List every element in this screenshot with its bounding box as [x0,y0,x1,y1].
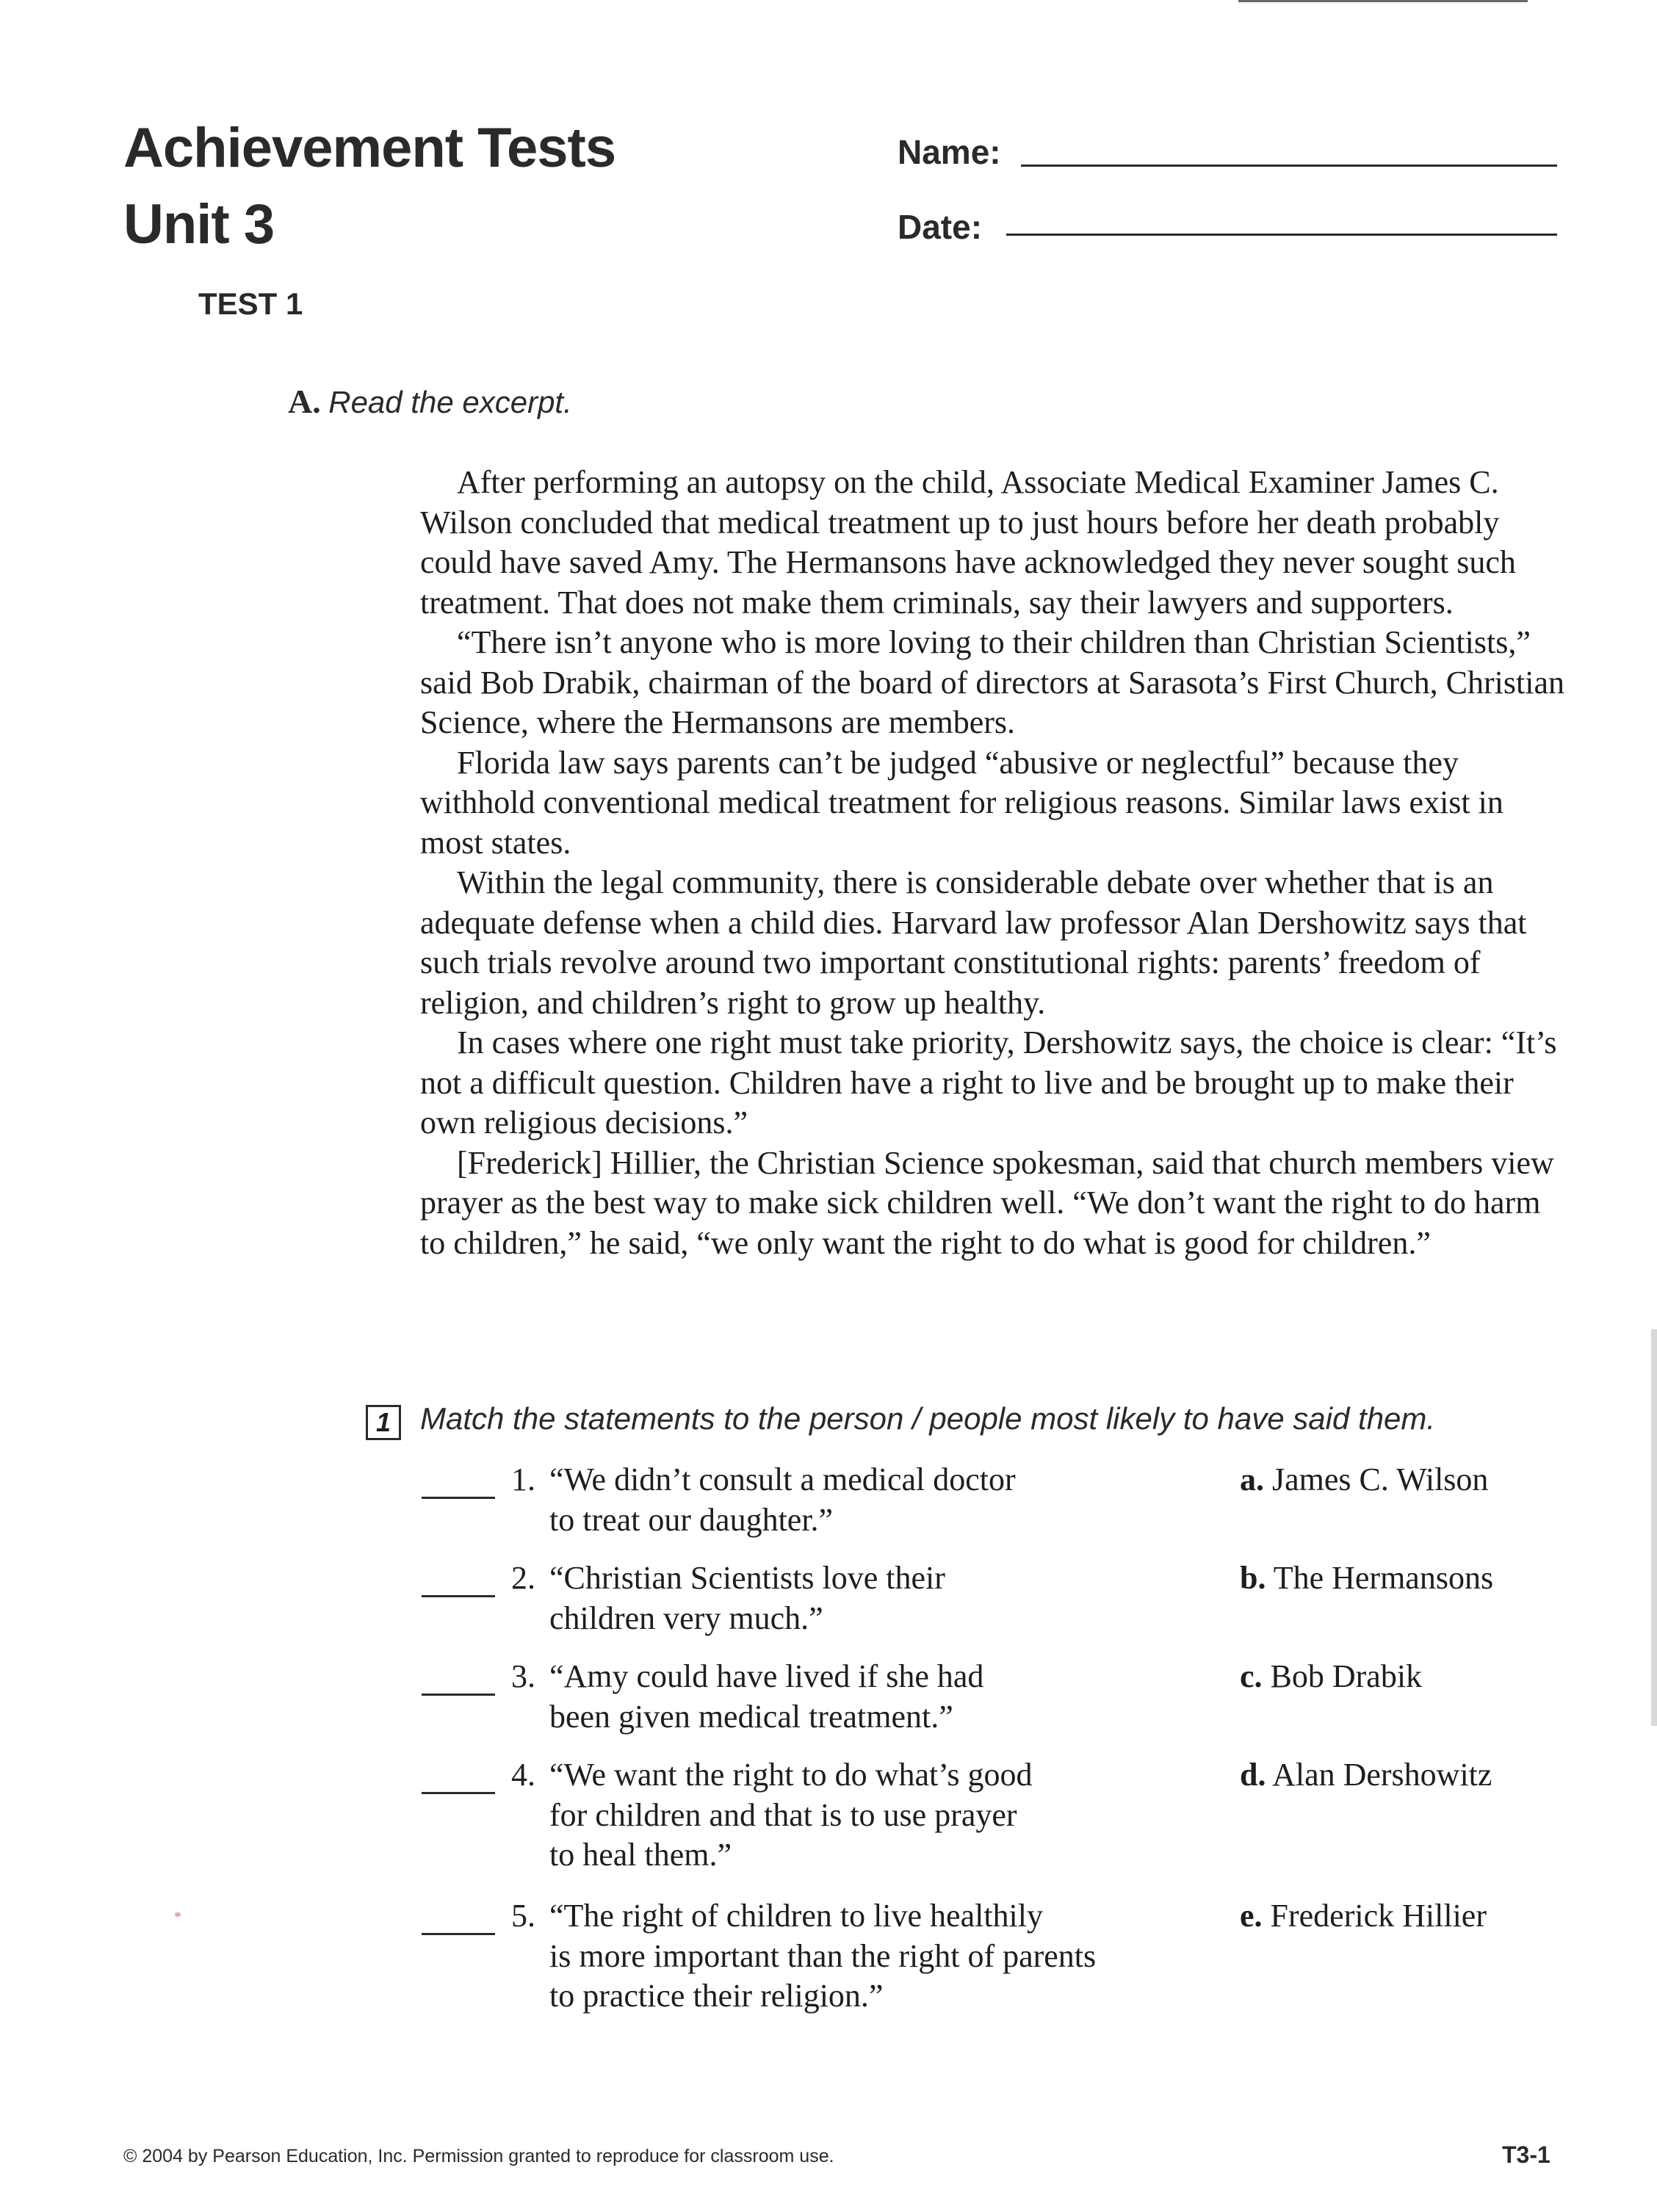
statement-number: 1. [511,1461,535,1497]
scan-edge-shadow [1651,1329,1657,1726]
option-name: Alan Dershowitz [1272,1757,1492,1793]
page-title [123,110,615,263]
statement-text: “We want the right to do what’s good [549,1757,1033,1793]
page-number: T3-1 [1502,2141,1550,2168]
statement-number: 3. [511,1658,535,1694]
section-a-instruction: Read the excerpt. [328,385,572,419]
statement-text: been given medical treatment.” [549,1698,953,1735]
date-field[interactable] [1006,234,1557,236]
answer-blank[interactable] [422,1497,495,1499]
statement-number: 5. [511,1898,535,1934]
statement-text: “The right of children to live healthily [549,1898,1044,1934]
option-name: Bob Drabik [1270,1658,1423,1694]
option-letter: a. [1240,1461,1264,1497]
statement-number: 2. [511,1560,535,1596]
answer-option [1240,1755,1492,1796]
statement-text: children very much.” [549,1600,823,1636]
name-label: Name: [898,133,1001,171]
statement-item [511,1460,1016,1540]
answer-blank[interactable] [422,1595,495,1597]
option-letter: d. [1240,1757,1266,1793]
statement-text: to practice their religion.” [549,1978,884,2014]
section-a-heading [288,382,572,421]
statement-item [511,1896,1096,2017]
statement-text: “Amy could have lived if she had [549,1658,984,1694]
statement-number: 4. [511,1757,535,1793]
excerpt-paragraph: [Frederick] Hillier, the Christian Science spokesman, said that church members view prayer as the best way to make sick children well. “We don’t want the right to do harm to children,” he said, “we only want the right to do what is good for children.” [420,1144,1554,1261]
answer-option [1240,1657,1422,1697]
statement-item [511,1755,1033,1876]
top-rule [1238,0,1528,2]
copyright-footer: © 2004 by Pearson Education, Inc. Permission granted to reproduce for classroom use. [123,2146,834,2166]
answer-blank[interactable] [422,1792,495,1794]
excerpt-paragraph: Florida law says parents can’t be judged “abusive or neglectful” because they withhold conventional medical treatment for religious reasons. Similar laws exist in most states. [420,744,1503,861]
statement-text: for children and that is to use prayer [549,1796,1017,1833]
answer-blank[interactable] [422,1933,495,1935]
option-name: James C. Wilson [1272,1461,1489,1497]
excerpt-paragraph: “There isn’t anyone who is more loving to their children than Christian Scientists,” said Bob Drabik, chairman of the board of directors at Sarasota’s First Church, Christian Science, where the Hermansons are members. [420,624,1564,740]
statement-item [511,1558,945,1638]
title-line-1: Achievement Tests [123,117,616,179]
statement-item [511,1657,983,1737]
statement-text: is more important than the right of parents [549,1937,1097,1974]
option-letter: c. [1240,1658,1263,1694]
answer-option [1240,1896,1487,1937]
answer-blank[interactable] [422,1694,495,1696]
name-field[interactable] [1021,165,1557,167]
excerpt [420,463,1566,1263]
question-number-box: 1 [366,1405,401,1440]
excerpt-paragraph: After performing an autopsy on the child, Associate Medical Examiner James C. Wilson concluded that medical treatment up to just hours before her death probably could have saved Amy. The Hermansons have acknowledged they never sought such treatment. That does not make them criminals, say their lawyers and supporters. [420,464,1516,621]
option-name: The Hermansons [1273,1560,1494,1596]
test-label: TEST 1 [198,286,303,321]
answer-option [1240,1558,1493,1599]
option-name: Frederick Hillier [1270,1898,1487,1934]
section-a-letter: A. [288,383,321,420]
statement-text: “We didn’t consult a medical doctor [549,1461,1016,1497]
statement-text: to heal them.” [549,1837,732,1873]
statement-text: to treat our daughter.” [549,1501,834,1538]
date-label: Date: [898,208,983,246]
ink-speck [175,1912,181,1917]
statement-text: “Christian Scientists love their [549,1560,945,1596]
title-line-2: Unit 3 [123,193,275,256]
answer-option [1240,1460,1488,1500]
option-letter: b. [1240,1560,1266,1596]
excerpt-paragraph: In cases where one right must take priority, Dershowitz says, the choice is clear: “It’s not a difficult question. Children have a right to live and be brought up to make their own religious decisions.” [420,1024,1557,1141]
question-instruction: Match the statements to the person / people most likely to have said them. [420,1401,1436,1436]
option-letter: e. [1240,1898,1263,1934]
excerpt-paragraph: Within the legal community, there is considerable debate over whether that is an adequate defense when a child dies. Harvard law professor Alan Dershowitz says that such trials revolve around two important constitutional rights: parents’ freedom of religion, and children’s right to grow up healthy. [420,864,1527,1021]
